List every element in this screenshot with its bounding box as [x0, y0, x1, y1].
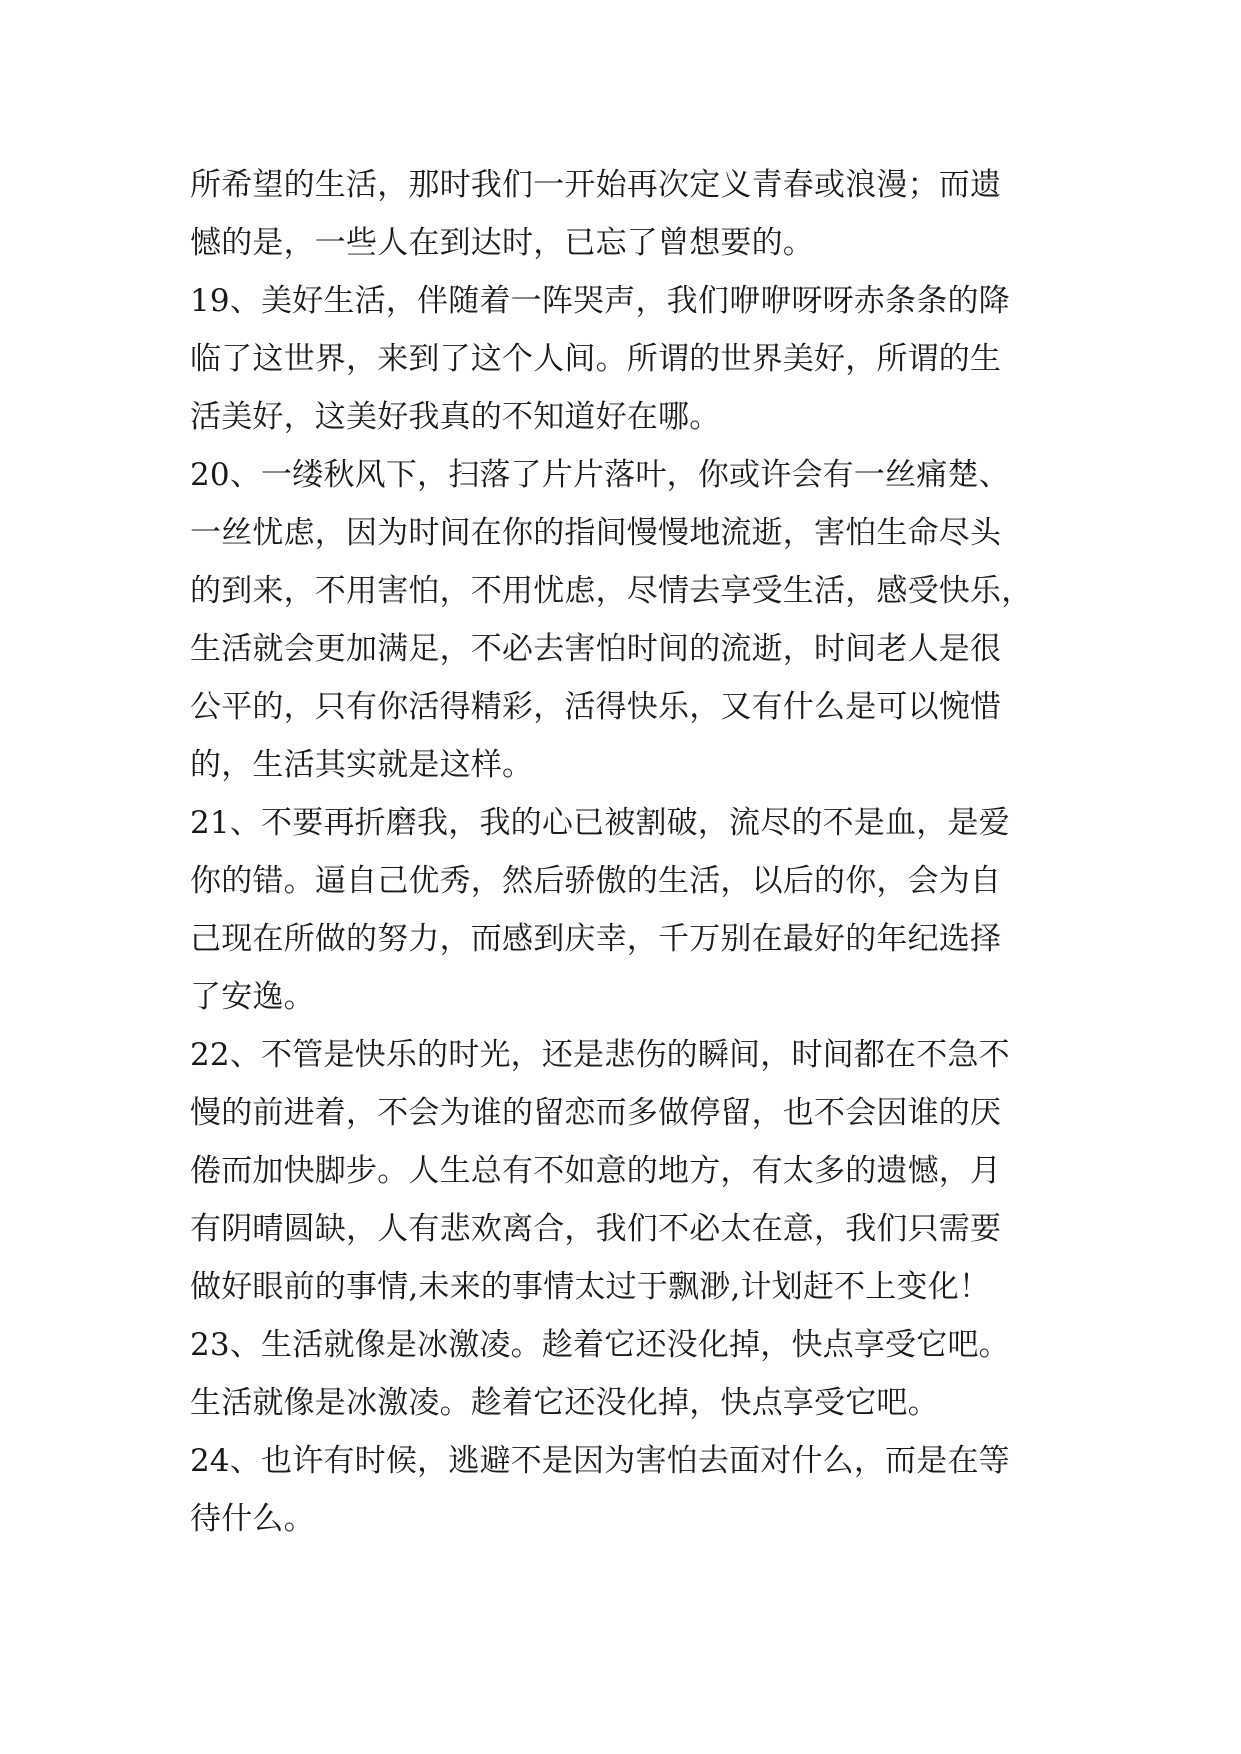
- text-line: 生活就会更加满足，不必去害怕时间的流逝，时间老人是很: [190, 631, 1002, 667]
- text-line: 做好眼前的事情,未来的事情太过于飘渺,计划赶不上变化！: [190, 1269, 991, 1305]
- text-line: 19、美好生活，伴随着一阵哭声，我们咿咿呀呀赤条条的降: [190, 283, 1010, 319]
- text-line: 倦而加快脚步。人生总有不如意的地方，有太多的遗憾，月: [190, 1153, 1002, 1189]
- text-line: 慢的前进着，不会为谁的留恋而多做停留，也不会因谁的厌: [190, 1095, 1002, 1131]
- text-line: 的，生活其实就是这样。: [190, 747, 534, 783]
- text-line: 生活就像是冰激凌。趁着它还没化掉，快点享受它吧。: [190, 1385, 939, 1421]
- text-line: 21、不要再折磨我，我的心已被割破，流尽的不是血，是爱: [190, 805, 1010, 841]
- text-line: 临了这世界，来到了这个人间。所谓的世界美好，所谓的生: [190, 341, 1002, 377]
- text-line: 23、生活就像是冰激凌。趁着它还没化掉，快点享受它吧。: [190, 1327, 1010, 1363]
- text-line: 活美好，这美好我真的不知道好在哪。: [190, 399, 721, 435]
- text-line: 你的错。逼自己优秀，然后骄傲的生活，以后的你，会为自: [190, 863, 1002, 899]
- text-line: 所希望的生活，那时我们一开始再次定义青春或浪漫；而遗: [190, 167, 1002, 203]
- text-line: 公平的，只有你活得精彩，活得快乐，又有什么是可以惋惜: [190, 689, 1002, 725]
- text-line: 的到来，不用害怕，不用忧虑，尽情去享受生活，感受快乐，: [190, 573, 1033, 609]
- text-line: 待什么。: [190, 1501, 315, 1537]
- text-line: 有阴晴圆缺，人有悲欢离合，我们不必太在意，我们只需要: [190, 1211, 1002, 1247]
- text-line: 憾的是，一些人在到达时，已忘了曾想要的。: [190, 225, 814, 261]
- text-line: 20、一缕秋风下，扫落了片片落叶，你或许会有一丝痛楚、: [190, 457, 1010, 493]
- text-line: 22、不管是快乐的时光，还是悲伤的瞬间，时间都在不急不: [190, 1037, 1010, 1073]
- text-line: 了安逸。: [190, 979, 315, 1015]
- text-line: 一丝忧虑，因为时间在你的指间慢慢地流逝，害怕生命尽头: [190, 515, 1002, 551]
- text-line: 24、也许有时候，逃避不是因为害怕去面对什么，而是在等: [190, 1443, 1010, 1479]
- text-line: 己现在所做的努力，而感到庆幸，千万别在最好的年纪选择: [190, 921, 1002, 957]
